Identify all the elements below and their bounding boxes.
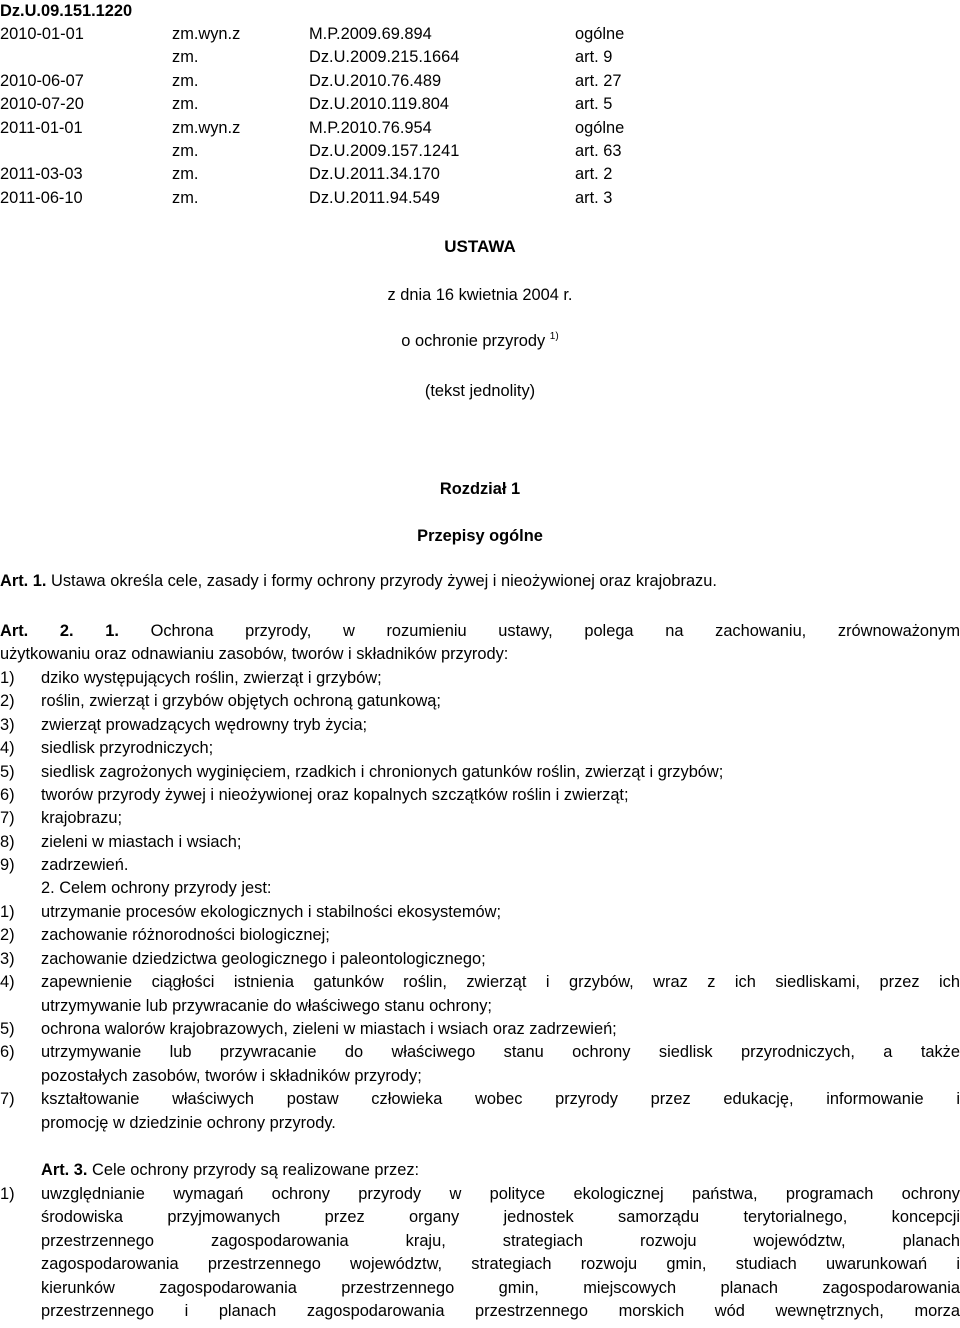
amendment-scope: art. 9 — [575, 48, 613, 67]
act-subject-text: o ochronie przyrody — [401, 332, 546, 350]
list-item-text: utrzymanie procesów ekologicznych i stabilności ekosystemów; — [41, 903, 502, 921]
list-item-text: krajobrazu; — [41, 809, 123, 828]
list-item-continuation: pozostałych zasobów, tworów i składników przyrody; — [41, 1066, 422, 1085]
amendment-type: zm. — [172, 95, 199, 114]
list-item-text: zadrzewień. — [41, 856, 129, 875]
amendment-scope: art. 5 — [575, 95, 613, 114]
list-item-text: zachowanie różnorodności biologicznej; — [41, 926, 330, 945]
list-item-text: siedlisk zagrożonych wyginięciem, rzadkich i chronionych gatunków roślin, zwierząt i grzybów; — [41, 762, 724, 781]
list-item-text-line: zagospodarowania przestrzennego województw, strategiach rozwoju gmin, studiach uwarunkowań i — [41, 1255, 960, 1274]
amendment-scope: ogólne — [575, 25, 625, 43]
list-item-number: 3) — [0, 949, 15, 968]
list-item-number: 3) — [0, 715, 15, 734]
amendment-reference: Dz.U.2011.94.549 — [309, 188, 440, 207]
list-item-text: tworów przyrody żywej i nieożywionej oraz kopalnych szczątków roślin i zwierząt; — [41, 786, 629, 804]
list-item-number: 7) — [0, 809, 15, 828]
list-item-text-line: przestrzennego zagospodarowania kraju, strategiach rozwoju województw, planach — [41, 1231, 960, 1250]
article-2-intro-line1 — [0, 620, 960, 643]
list-item-text: siedlisk przyrodniczych; — [41, 739, 214, 758]
amendment-reference: Dz.U.2010.119.804 — [309, 95, 450, 114]
amendment-row — [0, 140, 960, 163]
amendment-row — [0, 93, 960, 116]
article-3-intro: Cele ochrony przyrody są realizowane przez: — [92, 1161, 420, 1179]
amendment-reference: Dz.U.2009.157.1241 — [309, 141, 460, 160]
list-item-number: 5) — [0, 762, 15, 781]
list-item-number: 8) — [0, 832, 15, 851]
amendment-type: zm. — [172, 165, 199, 184]
list-item-number: 1) — [0, 669, 15, 687]
article-3 — [41, 1159, 419, 1182]
list-item-text: zapewnienie ciągłości istnienia gatunków roślin, zwierząt i grzybów, wraz z ich siedliskami, przez ich — [41, 973, 960, 992]
amendment-row — [0, 117, 960, 140]
list-item-text: zachowanie dziedzictwa geologicznego i paleontologicznego; — [41, 949, 486, 968]
amendment-reference: M.P.2010.76.954 — [309, 118, 432, 137]
amendment-scope: ogólne — [575, 118, 625, 137]
list-item-text: zwierząt prowadzących wędrowny tryb życia; — [41, 715, 368, 734]
list-item-text: zieleni w miastach i wsiach; — [41, 832, 242, 851]
amendment-row — [0, 187, 960, 210]
amendment-date: 2011-06-10 — [0, 188, 83, 207]
list-item-number: 2) — [0, 926, 15, 945]
amendment-date: 2011-03-03 — [0, 165, 83, 184]
amendment-type: zm.wyn.z — [172, 25, 241, 43]
act-subject — [0, 330, 960, 352]
amendment-scope: art. 27 — [575, 71, 622, 90]
amendment-table — [0, 23, 960, 210]
amendment-row — [0, 23, 960, 46]
list-item-text: dziko występujących roślin, zwierząt i grzybów; — [41, 669, 382, 687]
amendment-reference: Dz.U.2011.34.170 — [309, 165, 440, 184]
list-item-text-line: środowiska przyjmowanych przez organy jednostek samorządu terytorialnego, koncepcji — [41, 1208, 960, 1227]
list-item-number: 6) — [0, 786, 15, 804]
article-1-label: Art. 1. — [0, 572, 47, 590]
list-item-text: kształtowanie właściwych postaw człowieka wobec przyrody przez edukację, informowanie i — [41, 1090, 960, 1109]
list-item-continuation: utrzymywanie lub przywracanie do właściwego stanu ochrony; — [41, 996, 492, 1015]
amendment-reference: Dz.U.2009.215.1664 — [309, 48, 460, 67]
list-item-number: 7) — [0, 1090, 15, 1109]
list-item-number: 5) — [0, 1020, 15, 1038]
article-2-label: Art. 2. 1. — [0, 622, 119, 640]
amendment-reference: M.P.2009.69.894 — [309, 25, 432, 43]
amendment-reference: Dz.U.2010.76.489 — [309, 71, 442, 90]
list-item-text-line: przestrzennego i planach zagospodarowania przestrzennego morskich wód wewnętrznych, morza — [41, 1302, 960, 1320]
amendment-row — [0, 70, 960, 93]
amendment-row — [0, 163, 960, 186]
list-item-text: ochrona walorów krajobrazowych, zieleni w miastach i wsiach oraz zadrzewień; — [41, 1020, 617, 1038]
chapter-name: Przepisy ogólne — [417, 527, 543, 545]
amendment-type: zm. — [172, 71, 199, 90]
list-item-text-line: kierunków zagospodarowania przestrzennego gmin, miejscowych planach zagospodarowania — [41, 1278, 960, 1297]
list-item-number: 1) — [0, 1185, 15, 1203]
amendment-scope: art. 63 — [575, 141, 622, 160]
text-type: (tekst jednolity) — [424, 382, 536, 400]
footnote-ref: 1) — [549, 331, 559, 342]
amendment-date: 2010-06-07 — [0, 71, 84, 90]
list-item-continuation: promocję w dziedzinie ochrony przyrody. — [41, 1113, 336, 1132]
article-1 — [0, 570, 960, 593]
amendment-type: zm. — [172, 141, 199, 160]
amendment-date: 2010-01-01 — [0, 25, 84, 43]
list-item-text: roślin, zwierząt i grzybów objętych ochroną gatunkową; — [41, 692, 441, 711]
amendment-type: zm. — [172, 188, 199, 207]
article-1-text: Ustawa określa cele, zasady i formy ochrony przyrody żywej i nieożywionej oraz krajobrazu. — [51, 572, 717, 590]
article-2-paragraph-2: 2. Celem ochrony przyrody jest: — [41, 879, 272, 897]
article-2-intro-text: Ochrona przyrody, w rozumieniu ustawy, polega na zachowaniu, zrównoważonym — [150, 622, 960, 640]
list-item-number: 2) — [0, 692, 15, 711]
list-item-number: 4) — [0, 973, 15, 992]
amendment-type: zm.wyn.z — [172, 118, 241, 137]
act-date: z dnia 16 kwietnia 2004 r. — [387, 286, 573, 304]
amendment-date: 2011-01-01 — [0, 118, 83, 137]
list-item-number: 1) — [0, 903, 15, 921]
chapter-number: Rozdział 1 — [439, 480, 521, 498]
list-item-number: 4) — [0, 739, 15, 758]
amendment-type: zm. — [172, 48, 199, 67]
list-item-text: utrzymywanie lub przywracanie do właściwego stanu ochrony siedlisk przyrodniczych, a także — [41, 1043, 960, 1062]
article-2-intro-line2: użytkowaniu oraz odnawianiu zasobów, tworów i składników przyrody: — [0, 645, 509, 663]
amendment-date: 2010-07-20 — [0, 95, 84, 114]
document-id: Dz.U.09.151.1220 — [0, 2, 133, 20]
amendment-scope: art. 3 — [575, 188, 613, 207]
list-item-number: 9) — [0, 856, 15, 875]
amendment-row — [0, 46, 960, 69]
list-item-number: 6) — [0, 1043, 15, 1062]
article-3-label: Art. 3. — [41, 1161, 88, 1179]
list-item-text-line: uwzględnianie wymagań ochrony przyrody w polityce ekologicznej państwa, programach ochrony — [41, 1185, 960, 1203]
act-type: USTAWA — [444, 237, 516, 256]
amendment-scope: art. 2 — [575, 165, 613, 184]
